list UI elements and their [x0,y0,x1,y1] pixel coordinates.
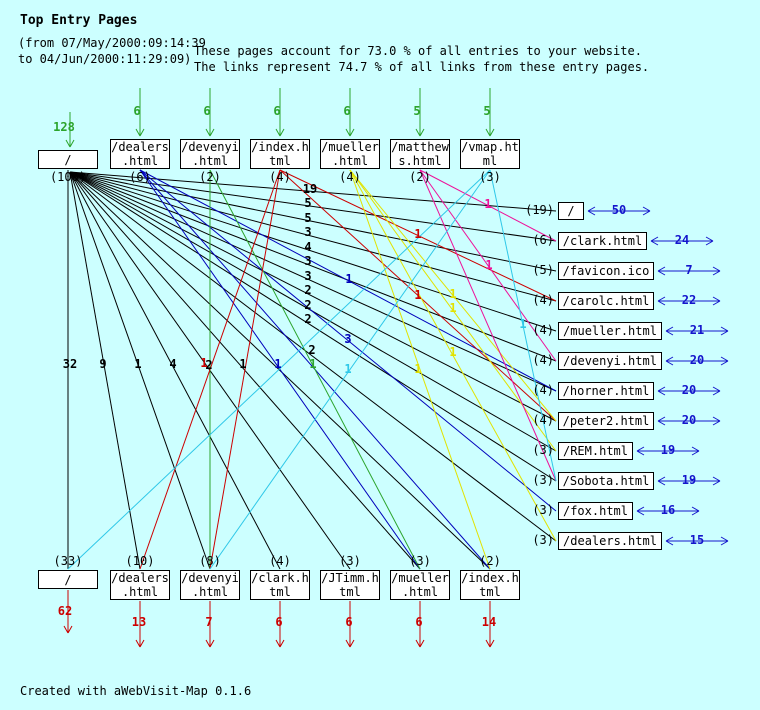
entry-page-label: / [64,152,72,167]
flow-link-count: 2 [304,298,312,312]
entry-count: 6 [203,104,211,118]
flow-link-count: 1 [414,288,422,302]
bottom-inlinks-count: (8) [199,554,221,568]
flow-link-count: 1 [134,357,142,371]
flow-link-count: 1 [344,362,352,376]
entry-count: 128 [53,120,75,134]
entry-count: 6 [343,104,351,118]
entry-page-label: /mueller [321,140,379,154]
flow-link-count: 1 [274,357,282,371]
entry-count: 6 [273,104,281,118]
exit-page-label: /mueller.html [563,324,657,338]
top-entry-node [320,139,380,169]
flow-link-count: 1 [449,301,457,315]
exit-page-label: /dealers [111,571,169,585]
exit-page-label: .html [121,585,159,599]
flow-link-count: 5 [304,196,312,210]
exit-page-label: tml [339,585,361,599]
generator-credit: Created with aWebVisit-Map 0.1.6 [20,684,252,698]
top-entry-node [110,139,170,169]
bottom-exit-node [180,570,240,600]
entry-page-label: /vmap.ht [461,140,519,154]
right-exit-node [558,262,654,280]
flow-link-count: 3 [304,269,312,283]
right-inlinks-count: (4) [532,293,554,307]
flow-link-count: 3 [304,225,312,239]
top-outlinks-count: (4) [269,170,291,184]
flow-link-count: 1 [239,357,247,371]
exit-page-label: tml [479,585,501,599]
exit-page-label: /devenyi.html [563,354,657,368]
flow-link-count: 1 [519,317,527,331]
flow-link-count: 19 [302,182,318,196]
exit-page-label: /REM.html [562,444,629,458]
right-inlinks-count: (4) [532,383,554,397]
right-exit-node [558,472,654,490]
page-title: Top Entry Pages [20,13,138,28]
top-entry-node [460,139,520,169]
exit-page-label: /clark.h [251,571,309,585]
flow-link-count: 1 [200,356,208,370]
exit-page-label: /favicon.ico [562,264,650,278]
through-count: 24 [674,233,690,247]
right-inlinks-count: (3) [532,443,554,457]
flow-link-count: 1 [414,227,422,241]
flow-link-count: 1 [449,345,457,359]
bottom-inlinks-count: (10) [125,554,155,568]
exit-page-label: /peter2.html [562,414,650,428]
top-outlinks-count: (4) [339,170,361,184]
exit-count: 62 [57,604,73,618]
exit-count: 14 [481,615,497,629]
flow-link-count: 1 [485,258,493,272]
entry-count: 5 [483,104,491,118]
exit-page-label: /JTimm.h [321,571,379,585]
bottom-exit-node [320,570,380,600]
exit-count: 7 [205,615,213,629]
right-inlinks-count: (4) [532,323,554,337]
entry-page-label: /devenyi [181,140,239,154]
entry-page-label: s.html [398,154,442,168]
flow-link-count: 1 [484,197,492,211]
exit-count: 6 [415,615,423,629]
exit-page-label: tml [269,585,291,599]
right-inlinks-count: (3) [532,533,554,547]
entry-page-label: .html [191,154,229,168]
right-exit-node [558,412,654,430]
right-exit-node [558,442,633,460]
exit-count: 6 [345,615,353,629]
flow-link-count: 9 [99,357,107,371]
exit-page-label: /fox.html [562,504,629,518]
summary-line1: These pages account for 73.0 % of all entries to your website. [194,44,642,58]
bottom-exit-node [390,570,450,600]
exit-page-label: / [567,204,575,218]
top-entry-node [250,139,310,169]
exit-page-label: / [64,572,72,587]
exit-count: 6 [275,615,283,629]
right-inlinks-count: (6) [532,233,554,247]
top-outlinks-count: (100) [49,170,87,184]
entry-page-label: ml [482,154,498,168]
bottom-inlinks-count: (3) [339,554,361,568]
bottom-exit-node [250,570,310,600]
flow-link-count: 32 [62,357,78,371]
right-exit-node [558,322,662,340]
right-inlinks-count: (5) [532,263,554,277]
flow-link-count: 1 [309,357,317,371]
through-count: 20 [681,413,697,427]
through-count: 20 [681,383,697,397]
flow-link-count: 2 [304,312,312,326]
date-range-line1: (from 07/May/2000:09:14:39 [18,36,206,50]
top-entry-node [180,139,240,169]
bottom-inlinks-count: (33) [53,554,83,568]
through-count: 19 [681,473,697,487]
right-exit-node [558,502,633,520]
flow-link-count: 3 [344,332,352,346]
exit-page-label: .html [401,585,439,599]
summary-line2: The links represent 74.7 % of all links from these entry pages. [194,60,650,74]
exit-page-label: /devenyi [181,571,239,585]
entry-page-label: /index.h [251,140,309,154]
right-inlinks-count: (3) [532,503,554,517]
exit-page-label: /mueller [391,571,449,585]
right-inlinks-count: (4) [532,413,554,427]
flow-link-count: 1 [449,287,457,301]
flow-link-count: 2 [205,358,213,372]
through-count: 20 [689,353,705,367]
exit-page-label: /dealers.html [563,534,657,548]
entry-page-label: .html [331,154,369,168]
flow-link-count: 3 [304,254,312,268]
bottom-inlinks-count: (2) [479,554,501,568]
exit-page-label: /index.h [461,571,519,585]
flow-link-count: 5 [304,211,312,225]
right-exit-node [558,382,654,400]
through-count: 21 [689,323,705,337]
flow-link-count: 2 [304,283,312,297]
flow-link-count: 2 [308,343,316,357]
right-inlinks-count: (19) [525,203,554,217]
top-outlinks-count: (3) [479,170,501,184]
exit-page-label: .html [191,585,229,599]
through-count: 19 [660,443,676,457]
through-count: 7 [685,263,693,277]
exit-page-label: /Sobota.html [562,474,650,488]
entry-count: 6 [133,104,141,118]
through-count: 50 [611,203,627,217]
through-count: 15 [689,533,705,547]
exit-page-label: /clark.html [562,234,643,248]
right-exit-node [558,292,654,310]
bottom-exit-node [460,570,520,600]
top-outlinks-count: (6) [129,170,151,184]
exit-page-label: /horner.html [562,384,650,398]
bottom-exit-node [38,570,98,589]
entry-page-label: tml [269,154,291,168]
top-entry-node [38,150,98,169]
exit-page-label: /carolc.html [562,294,650,308]
entry-page-label: /dealers [111,140,169,154]
date-range-line2: to 04/Jun/2000:11:29:09) [18,52,192,66]
entry-count: 5 [413,104,421,118]
bottom-inlinks-count: (3) [409,554,431,568]
bottom-inlinks-count: (4) [269,554,291,568]
right-inlinks-count: (4) [532,353,554,367]
entry-page-label: .html [121,154,159,168]
right-inlinks-count: (3) [532,473,554,487]
exit-count: 13 [131,615,147,629]
bottom-exit-node [110,570,170,600]
right-exit-node [558,352,662,370]
through-count: 22 [681,293,697,307]
flow-link-count: 1 [345,272,353,286]
right-exit-node [558,202,584,220]
right-exit-node [558,232,647,250]
through-count: 16 [660,503,676,517]
flow-link-count: 1 [414,362,422,376]
top-outlinks-count: (2) [199,170,221,184]
top-outlinks-count: (2) [409,170,431,184]
flow-link-count: 4 [169,357,177,371]
flow-link-count: 4 [304,240,312,254]
top-entry-node [390,139,450,169]
entry-page-label: /matthew [391,140,449,154]
right-exit-node [558,532,662,550]
